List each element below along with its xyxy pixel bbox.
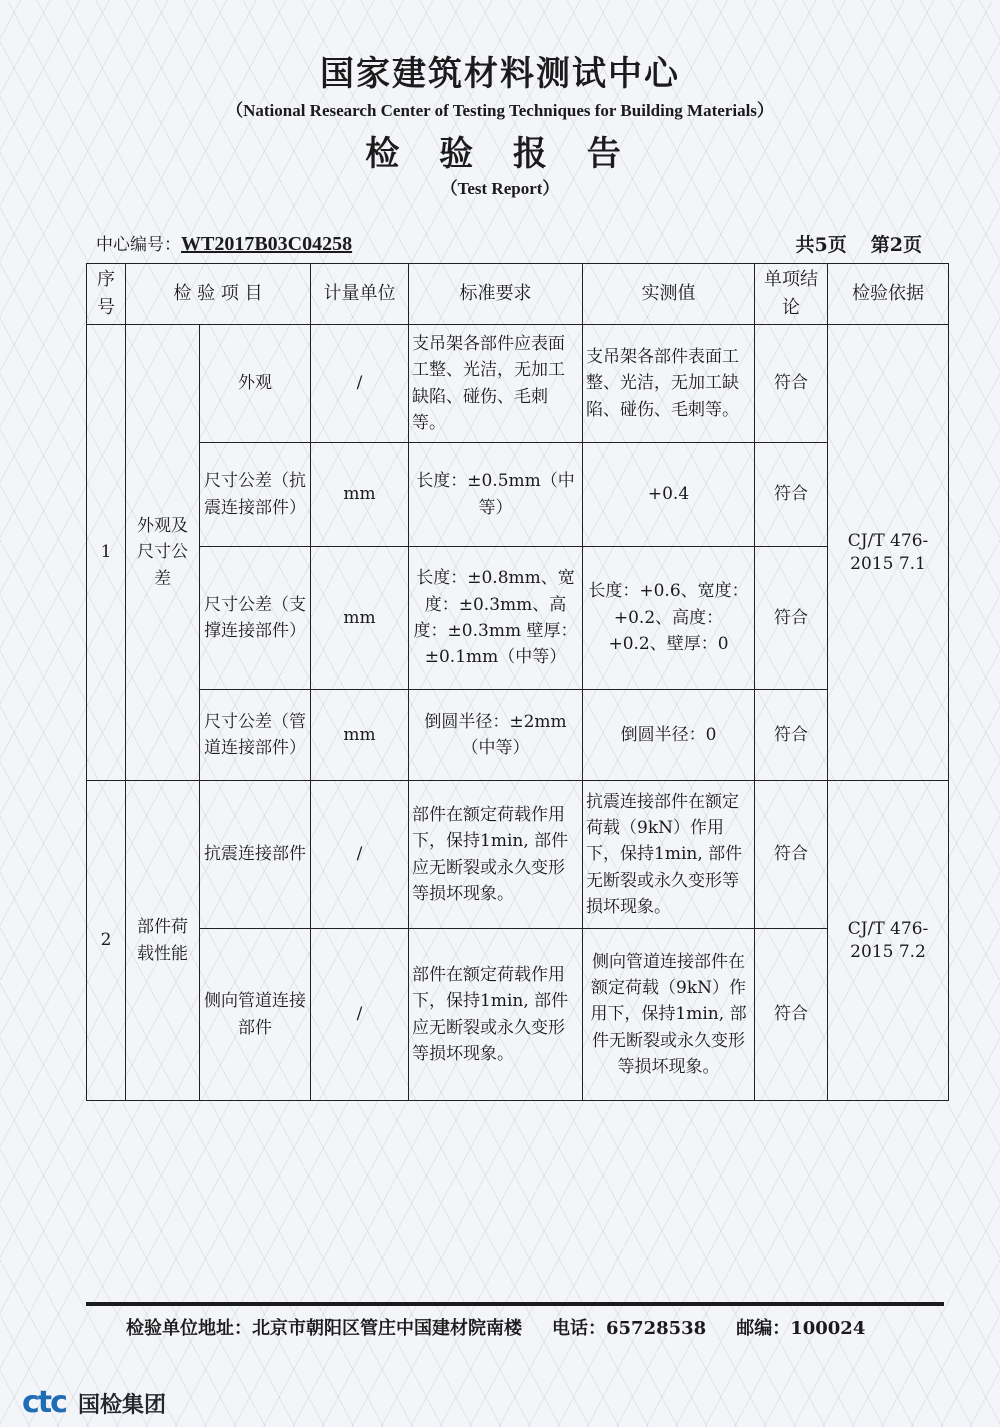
- header-item: 检 验 项 目: [126, 264, 311, 325]
- measured-cell: +0.4: [583, 443, 755, 547]
- basis-cell: CJ/T 476-2015 7.2: [828, 781, 949, 1101]
- standard-cell: 部件在额定荷载作用下，保持1min, 部件应无断裂或永久变形等损坏现象。: [409, 781, 583, 929]
- total-pages: 共5页: [795, 234, 847, 256]
- conclusion-cell: 符合: [755, 929, 828, 1101]
- unit-cell: /: [311, 929, 409, 1101]
- header-unit: 计量单位: [311, 264, 409, 325]
- conclusion-cell: 符合: [755, 325, 828, 443]
- measured-cell: 支吊架各部件表面工整、光洁，无加工缺陷、碰伤、毛刺等。: [583, 325, 755, 443]
- basis-cell: CJ/T 476-2015 7.1: [828, 325, 949, 781]
- unit-cell: /: [311, 781, 409, 929]
- report-title: 检 验 报 告: [365, 134, 635, 174]
- footer-divider: [86, 1302, 944, 1306]
- table-row: [87, 781, 949, 929]
- unit-cell: /: [311, 325, 409, 443]
- measured-cell: 倒圆半径：0: [583, 690, 755, 781]
- item-cell: 尺寸公差（抗震连接部件）: [200, 443, 311, 547]
- report-title-english: （Test Report）: [440, 179, 560, 198]
- unit-cell: mm: [311, 690, 409, 781]
- current-page: 第2页: [870, 234, 922, 256]
- standard-cell: 长度：±0.5mm（中等）: [409, 443, 583, 547]
- group-name: 外观及尺寸公差: [126, 325, 200, 781]
- center-title-english: （National Research Center of Testing Techniques for Building Materials）: [226, 101, 774, 120]
- header-no: 序号: [87, 264, 126, 325]
- standard-cell: 支吊架各部件应表面工整、光洁，无加工缺陷、碰伤、毛刺等。: [409, 325, 583, 443]
- conclusion-cell: 符合: [755, 443, 828, 547]
- footer-contact: [126, 1314, 865, 1340]
- footer-phone: 电话：65728538: [552, 1318, 707, 1339]
- item-cell: 侧向管道连接部件: [200, 929, 311, 1101]
- measured-cell: 侧向管道连接部件在额定荷载（9kN）作用下，保持1min, 部件无断裂或永久变形等损坏现象。: [583, 929, 755, 1101]
- logo-text: 国检集团: [78, 1393, 167, 1418]
- group-no: 1: [87, 325, 126, 781]
- table-row: [87, 690, 949, 781]
- item-cell: 外观: [200, 325, 311, 443]
- conclusion-cell: 符合: [755, 781, 828, 929]
- unit-cell: mm: [311, 443, 409, 547]
- unit-cell: mm: [311, 547, 409, 690]
- footer-postcode: 邮编：100024: [736, 1318, 866, 1339]
- table-row: [87, 325, 949, 443]
- table-row: [87, 929, 949, 1101]
- conclusion-cell: 符合: [755, 547, 828, 690]
- table-row: [87, 547, 949, 690]
- standard-cell: 部件在额定荷载作用下，保持1min, 部件应无断裂或永久变形等损坏现象。: [409, 929, 583, 1101]
- table-header-row: [87, 264, 949, 325]
- footer-address: 检验单位地址：北京市朝阳区管庄中国建材院南楼: [126, 1318, 522, 1339]
- item-cell: 尺寸公差（管道连接部件）: [200, 690, 311, 781]
- measured-cell: 抗震连接部件在额定荷载（9kN）作用下，保持1min, 部件无断裂或永久变形等损坏现象。: [583, 781, 755, 929]
- standard-cell: 倒圆半径：±2mm（中等）: [409, 690, 583, 781]
- center-number-value: WT2017B03C04258: [181, 233, 353, 255]
- item-cell: 抗震连接部件: [200, 781, 311, 929]
- conclusion-cell: 符合: [755, 690, 828, 781]
- header-basis: 检验依据: [828, 264, 949, 325]
- measured-cell: 长度：+0.6、宽度：+0.2、高度：+0.2、壁厚：0: [583, 547, 755, 690]
- group-no: 2: [87, 781, 126, 1101]
- center-number-label: 中心编号：: [96, 235, 181, 255]
- center-number: [96, 230, 352, 256]
- ctc-logo-icon: ctc: [22, 1385, 66, 1420]
- page-info: [796, 230, 922, 257]
- center-title: 国家建筑材料测试中心: [320, 54, 680, 94]
- table-row: [87, 443, 949, 547]
- test-result-table: [86, 263, 949, 1101]
- header-conclusion: 单项结论: [755, 264, 828, 325]
- group-name: 部件荷载性能: [126, 781, 200, 1101]
- header-measured: 实测值: [583, 264, 755, 325]
- header-standard: 标准要求: [409, 264, 583, 325]
- standard-cell: 长度：±0.8mm、宽度：±0.3mm、高度：±0.3mm 壁厚：±0.1mm（中等）: [409, 547, 583, 690]
- item-cell: 尺寸公差（支撑连接部件）: [200, 547, 311, 690]
